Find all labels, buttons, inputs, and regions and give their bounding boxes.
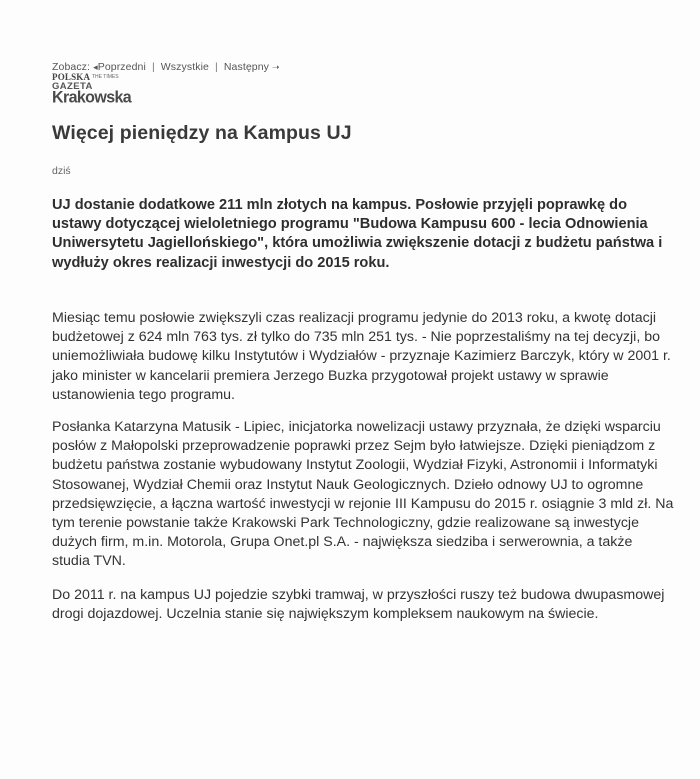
previous-link-label: Poprzedni [97, 61, 146, 73]
next-link-label: Następny [223, 61, 270, 73]
nav-separator: | [151, 61, 155, 73]
arrow-right-icon: ➝ [272, 62, 280, 72]
article-date: dziś [52, 165, 71, 177]
next-link[interactable] [224, 61, 280, 73]
article-lead: UJ dostanie dodatkowe 211 mln złotych na kampus. Posłowie przyjęli poprawkę do ustawy dotyczącej wieloletniego programu "Budowa Kampusu 600 - lecia Odnowienia Uniwersytetu Jagiellońskiego", która umożliwia zwiększenie dotacji z budżetu państwa i wydłuży okres realizacji inwestycji do 2015 roku. [52, 197, 663, 271]
logo-krakowska-text: Krakowska [52, 89, 132, 107]
all-link[interactable]: Wszystkie [160, 61, 209, 73]
article-paragraph-2: Posłanka Katarzyna Matusik - Lipiec, inicjatorka nowelizacji ustawy przyznała, że dzięki wsparciu posłów z Małopolski przeprowadzenie poprawki przez Sejm było łatwiejsze. Dzięki pieniądzom z budżetu państwa zostanie wybudowany Instytut Zoologii, Wydział Fizyki, Astronomii i Informatyki Stosowanej, Wydział Chemii oraz Instytut Nauk Geologicznych. Dzieło odnowy UJ to ogromne przedsięwzięcie, a łączna wartość inwestycji w rejonie III Kampusu do 2015 r. osiągnie 3 mld zł. Na tym terenie powstanie także Krakowski Park Technologiczny, gdzie realizowane są inwestycje dużych firm, m.in. Motorola, Grupa Onet.pl S.A. - największa siedziba i serwerownia, a także studia TVN. [52, 419, 674, 570]
article-paragraph-1: Miesiąc temu posłowie zwiększyli czas realizacji programu jedynie do 2013 roku, a kwotę dotacji budżetowej z 624 mln 763 tys. zł tylko do 735 mln 251 tys. - Nie poprzestaliśmy na tej decyzji, bo uniemożliwiała budowę kilku Instytutów i Wydziałów - przyznaje Kazimierz Barczyk, który w 2001 r. jako minister w kancelarii premiera Jerzego Buzka przygotował projekt ustawy w sprawie ustanowienia tego programu. [52, 310, 671, 403]
logo-polska-text: POLSKA [52, 72, 91, 82]
logo-the-times-text: THE TIMES [92, 74, 119, 80]
article-title: Więcej pieniędzy na Kampus UJ [52, 122, 352, 144]
logo-gazeta-text: GAZETA [52, 81, 93, 92]
gazeta-krakowska-logo [52, 72, 142, 112]
arrow-left-icon: ◂ [93, 62, 98, 72]
nav-separator: | [214, 61, 218, 73]
article-paragraph-3: Do 2011 r. na kampus UJ pojedzie szybki tramwaj, w przyszłości ruszy też budowa dwupasmowej drogi dojazdowej. Uczelnia stanie się największym kompleksem naukowym na świecie. [52, 587, 665, 623]
nav-see-label: Zobacz: [52, 61, 91, 73]
